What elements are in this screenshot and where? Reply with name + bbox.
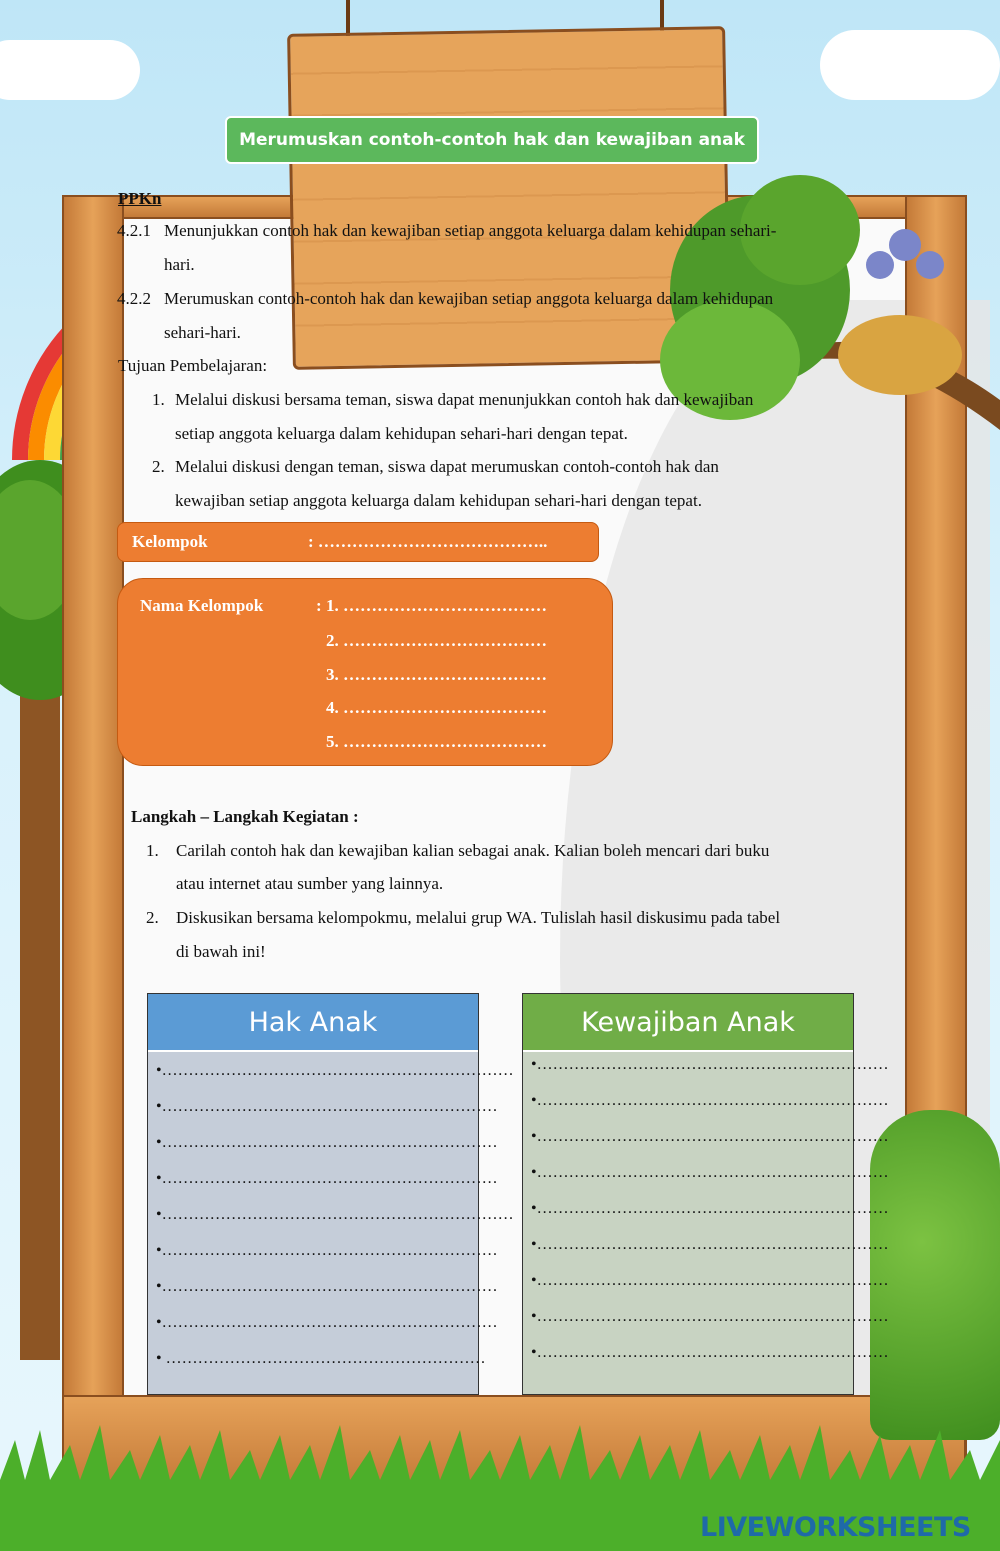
members-box — [117, 578, 613, 766]
member-name-field[interactable]: 2. ……………………………… — [326, 631, 547, 650]
duties-entry-field[interactable]: •………………………………………………………… — [531, 1092, 889, 1109]
subject-label: PPKn — [118, 189, 162, 208]
rights-table-header: Hak Anak — [148, 994, 478, 1052]
cloud — [820, 30, 1000, 100]
step-number: 1. — [146, 841, 159, 860]
rights-entry-field[interactable]: •……………………………………………………… — [156, 1134, 498, 1151]
step-text: atau internet atau sumber yang lainnya. — [176, 874, 444, 893]
rights-entry-field[interactable]: •……………………………………………………… — [156, 1098, 498, 1115]
duties-table-header: Kewajiban Anak — [523, 994, 853, 1052]
objective-text: setiap anggota keluarga dalam kehidupan sehari-hari dengan tepat. — [175, 424, 628, 443]
page-title: Merumuskan contoh-contoh hak dan kewajiban anak — [225, 116, 759, 164]
rights-table — [147, 993, 514, 1395]
member-name-field[interactable]: 1. ……………………………… — [326, 596, 547, 615]
indicator-number: 4.2.1 — [117, 221, 151, 240]
indicator-number: 4.2.2 — [117, 289, 151, 308]
step-text: Carilah contoh hak dan kewajiban kalian sebagai anak. Kalian boleh mencari dari buku — [176, 841, 770, 860]
rights-entry-field[interactable]: •………………………………………………………… — [156, 1206, 514, 1223]
rights-entry-field[interactable]: • …………………………………………………… — [156, 1350, 486, 1367]
duties-entry-field[interactable]: •………………………………………………………… — [531, 1200, 889, 1217]
member-name-field[interactable]: 5. ……………………………… — [326, 732, 547, 751]
liveworksheets-logo: LIVEWORKSHEETS — [700, 1512, 971, 1543]
rights-entry-field[interactable]: •……………………………………………………… — [156, 1278, 498, 1295]
duties-entry-field[interactable]: •………………………………………………………… — [531, 1164, 889, 1181]
steps-title: Langkah – Langkah Kegiatan : — [131, 807, 359, 826]
step-text: di bawah ini! — [176, 942, 266, 961]
indicator-text: hari. — [164, 255, 195, 274]
duties-entry-field[interactable]: •………………………………………………………… — [531, 1236, 889, 1253]
objective-text: Melalui diskusi bersama teman, siswa dapat menunjukkan contoh hak dan kewajiban — [175, 390, 754, 409]
duties-table — [522, 993, 889, 1395]
rights-entry-field[interactable]: •………………………………………………………… — [156, 1062, 514, 1079]
objective-text: Melalui diskusi dengan teman, siswa dapat merumuskan contoh-contoh hak dan — [175, 457, 719, 476]
group-box — [117, 522, 599, 562]
duties-entry-field[interactable]: •………………………………………………………… — [531, 1308, 889, 1325]
duties-entry-field[interactable]: •………………………………………………………… — [531, 1128, 889, 1145]
objectives-label: Tujuan Pembelajaran: — [118, 356, 268, 375]
bush-illustration — [870, 1110, 1000, 1440]
step-text: Diskusikan bersama kelompokmu, melalui grup WA. Tulislah hasil diskusimu pada tabel — [176, 908, 781, 927]
indicator-text: Menunjukkan contoh hak dan kewajiban setiap anggota keluarga dalam kehidupan sehari- — [164, 221, 777, 240]
group-label: Kelompok — [132, 532, 208, 551]
indicator-text: Merumuskan contoh-contoh hak dan kewajiban setiap anggota keluarga dalam kehidupan — [164, 289, 774, 308]
indicator-text: sehari-hari. — [164, 323, 241, 342]
member-name-field[interactable]: 3. ……………………………… — [326, 665, 547, 684]
member-name-field[interactable]: 4. ……………………………… — [326, 698, 547, 717]
objective-text: kewajiban setiap anggota keluarga dalam kehidupan sehari-hari dengan tepat. — [175, 491, 702, 510]
step-number: 2. — [146, 908, 159, 927]
rights-entry-field[interactable]: •……………………………………………………… — [156, 1170, 498, 1187]
rights-entry-field[interactable]: •……………………………………………………… — [156, 1242, 498, 1259]
objective-number: 2. — [152, 457, 165, 476]
duties-entry-field[interactable]: •………………………………………………………… — [531, 1344, 889, 1361]
members-label: Nama Kelompok — [140, 596, 264, 615]
objective-number: 1. — [152, 390, 165, 409]
duties-entry-field[interactable]: •………………………………………………………… — [531, 1272, 889, 1289]
members-colon: : — [316, 596, 322, 615]
group-name-field[interactable]: : ………………………………….. — [308, 532, 548, 551]
wood-frame-left — [62, 195, 124, 1479]
duties-entry-field[interactable]: •………………………………………………………… — [531, 1056, 889, 1073]
rights-entry-field[interactable]: •……………………………………………………… — [156, 1314, 498, 1331]
